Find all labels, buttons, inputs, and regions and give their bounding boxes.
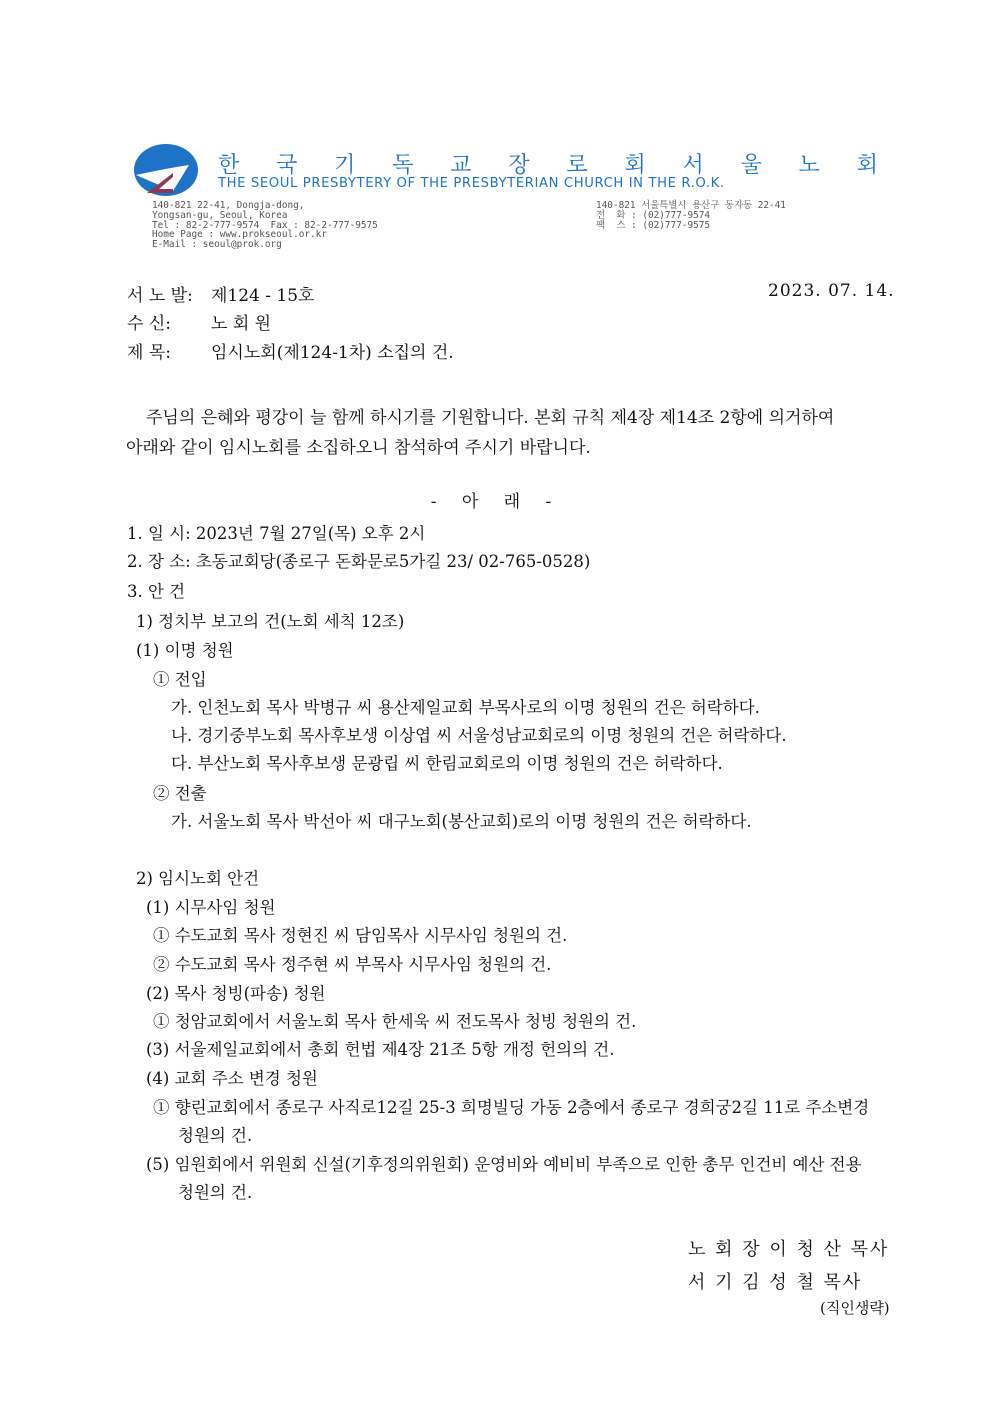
agenda-transfer-out: ② 전출 — [153, 784, 207, 803]
org-name-korean: 한 국 기 독 교 장 로 회 서 울 노 회 — [218, 153, 878, 178]
clerk-signature: 서 기 김 성 철 목사 — [688, 1272, 863, 1293]
agenda-politics-report: 1) 정치부 보고의 건(노회 세칙 12조) — [136, 612, 405, 631]
item-agenda: 3. 안 건 — [127, 582, 186, 601]
intro-line-2: 아래와 같이 임시노회를 소집하오니 참석하여 주시기 바랍니다. — [126, 438, 591, 458]
item-place: 2. 장 소: 초동교회당(종로구 돈화문로5가길 23/ 02-765-0528) — [127, 552, 591, 571]
agenda-budget: (5) 임원회에서 위원회 신설(기후정의위원회) 운영비와 예비비 부족으로 인한 총무 인건비 예산 전용 — [146, 1155, 862, 1174]
recipient: 노 회 원 — [211, 314, 272, 334]
recipient-label: 수 신: — [127, 314, 171, 334]
agenda-extra-session: 2) 임시노회 안건 — [136, 869, 260, 888]
recipient-row — [127, 309, 271, 334]
presbytery-logo-icon — [133, 143, 199, 197]
list-item: 가. 인천노회 목사 박병규 씨 용산제일교회 부목사로의 이명 청원의 건은 허락하다. — [171, 698, 760, 717]
doc-number-row — [127, 281, 314, 306]
list-item: ① 수도교회 목사 정현진 씨 담임목사 시무사임 청원의 건. — [153, 926, 568, 945]
moderator-signature: 노 회 장 이 청 산 목사 — [688, 1239, 890, 1260]
doc-number: 제124 - 15호 — [211, 286, 315, 306]
doc-number-label: 서 노 발: — [127, 286, 193, 306]
intro-paragraph — [126, 403, 896, 463]
agenda-resignation: (1) 시무사임 청원 — [146, 898, 276, 917]
agenda-address-change: (4) 교회 주소 변경 청원 — [146, 1069, 318, 1088]
list-item-continued: 청원의 건. — [178, 1183, 253, 1202]
list-item: ② 수도교회 목사 정주현 씨 부목사 시무사임 청원의 건. — [153, 955, 552, 974]
item-datetime: 1. 일 시: 2023년 7월 27일(목) 오후 2시 — [127, 524, 426, 543]
section-title: - 아 래 - — [430, 492, 562, 512]
address-korean: 140-821 서울특별시 용산구 동자동 22-41 전 화 : (02)777-9574 팩 스 : (02)777-9575 — [596, 200, 786, 231]
list-item: 나. 경기중부노회 목사후보생 이상엽 씨 서울성남교회로의 이명 청원의 건은 허락하다. — [171, 726, 787, 745]
agenda-constitution: (3) 서울제일교회에서 총회 헌법 제4장 21조 5항 개정 헌의의 건. — [146, 1040, 615, 1059]
list-item: 다. 부산노회 목사후보생 문광립 씨 한림교회로의 이명 청원의 건은 허락하다. — [171, 754, 723, 773]
subject: 임시노회(제124-1차) 소집의 건. — [211, 343, 454, 363]
list-item: ① 청암교회에서 서울노회 목사 한세욱 씨 전도목사 청빙 청원의 건. — [153, 1012, 637, 1031]
agenda-calling: (2) 목사 청빙(파송) 청원 — [146, 984, 326, 1003]
list-item: ① 향린교회에서 종로구 사직로12길 25-3 희명빌딩 가동 2층에서 종로구 경희궁2길 11로 주소변경 — [153, 1098, 870, 1117]
subject-label: 제 목: — [127, 343, 171, 363]
list-item-continued: 청원의 건. — [178, 1126, 253, 1145]
org-name-english: THE SEOUL PRESBYTERY OF THE PRESBYTERIAN CHURCH IN THE R.O.K. — [218, 176, 725, 191]
agenda-transfer-request: (1) 이명 청원 — [136, 641, 234, 660]
intro-line-1: 주님의 은혜와 평강이 늘 함께 하시기를 기원합니다. 본회 규칙 제4장 제14조 2항에 의거하여 — [146, 408, 835, 428]
doc-date: 2023. 07. 14. — [768, 281, 895, 301]
address-english: 140-821 22-41, Dongja-dong, Yongsan-gu, Seoul, Korea Tel : 82-2-777-9574 Fax : 82-2-777-9575 Home Page : www.prokseoul.or.kr E-Mail : seoul@prok.org — [152, 200, 378, 251]
seal-note: (직인생략) — [820, 1299, 890, 1317]
list-item: 가. 서울노회 목사 박선아 씨 대구노회(봉산교회)로의 이명 청원의 건은 허락하다. — [171, 812, 752, 831]
subject-row — [127, 338, 454, 363]
agenda-transfer-in: ① 전입 — [153, 670, 207, 689]
